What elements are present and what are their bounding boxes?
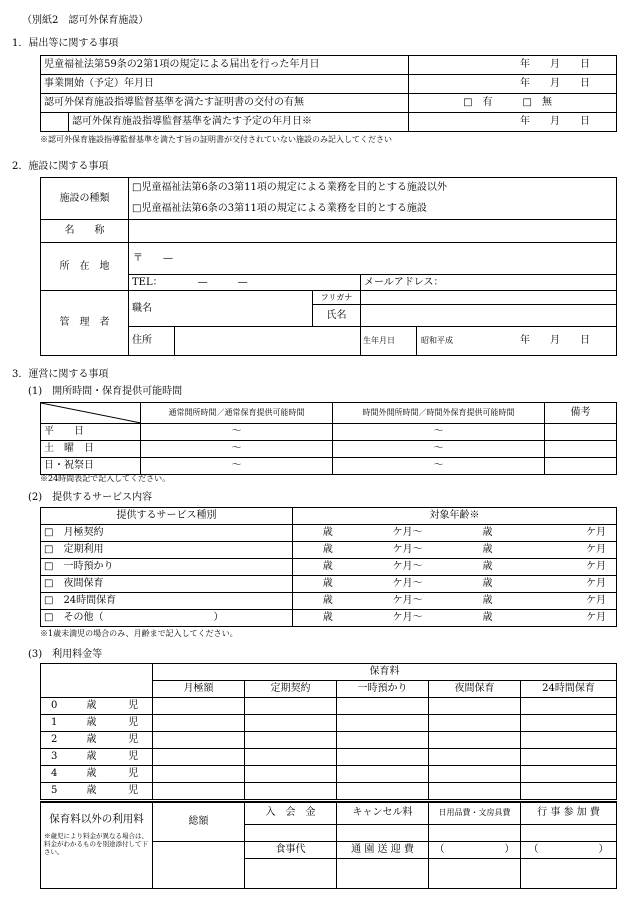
age-suffix: 児 — [115, 732, 153, 749]
service-age-to-months[interactable]: ケ月 — [523, 559, 617, 576]
total-field[interactable] — [153, 841, 245, 888]
age-unit: 歳 — [69, 715, 115, 732]
s2-email[interactable]: メールアドレス： — [361, 275, 617, 291]
other-fee-label: 保育料以外の利用料 — [49, 813, 144, 825]
fee-cell[interactable] — [429, 766, 521, 783]
age-number: 3 — [41, 749, 69, 766]
age-suffix: 児 — [115, 783, 153, 800]
s1-value-0[interactable]: 年 月 日 — [409, 56, 617, 75]
hours-h3: 備考 — [545, 403, 617, 424]
fee-cell[interactable] — [429, 732, 521, 749]
service-age-to-months[interactable]: ケ月 — [523, 610, 617, 627]
hours-r0-c1[interactable]: 〜 — [141, 424, 333, 441]
paren-field-1[interactable]: （ ） — [429, 841, 521, 858]
service-age-to-months[interactable]: ケ月 — [523, 593, 617, 610]
fee-cell[interactable] — [245, 698, 337, 715]
age-unit: 歳 — [69, 783, 115, 800]
fee-cell[interactable] — [245, 732, 337, 749]
s1-table — [40, 55, 617, 132]
service-age-from-years[interactable]: 歳 — [293, 576, 363, 593]
s1-label-2: 認可外保育施設指導監督基準を満たす証明書の交付の有無 — [41, 94, 409, 113]
s1-value-2[interactable]: □ 有 □ 無 — [409, 94, 617, 113]
service-row-label[interactable]: □ その他（ ） — [41, 610, 293, 627]
s2-postal[interactable]: 〒 — — [129, 243, 617, 275]
hours-h1: 通常開所時間／通常保育提供可能時間 — [141, 403, 333, 424]
s2-name2-label: 氏名 — [313, 305, 361, 327]
service-age-from-years[interactable]: 歳 — [293, 593, 363, 610]
service-age-from-months[interactable]: ケ月〜 — [363, 525, 453, 542]
age-unit: 歳 — [69, 698, 115, 715]
service-row-label[interactable]: □ 夜間保育 — [41, 576, 293, 593]
total-label: 総額 — [153, 802, 245, 841]
paren-field-2[interactable]: （ ） — [521, 841, 617, 858]
s2-addr-label: 所 在 地 — [41, 243, 129, 291]
s3-sub3-title: (3) 利用料金等 — [28, 649, 103, 660]
hours-r2-c1[interactable]: 〜 — [141, 458, 333, 475]
section2-title: 2．施設に関する事項 — [12, 161, 109, 172]
s1-label-3: 認可外保育施設指導監督基準を満たす予定の年月日※ — [69, 113, 409, 132]
s3-sub1-title: (1) 開所時間・保育提供可能時間 — [28, 386, 183, 397]
fee-head: 保育料 — [153, 664, 617, 681]
s2-furigana-field[interactable] — [361, 291, 617, 305]
fee-cell[interactable] — [153, 749, 245, 766]
bus-field[interactable] — [337, 858, 429, 888]
hours-r1-c2[interactable]: 〜 — [333, 441, 545, 458]
cancel-field[interactable] — [337, 824, 429, 841]
service-note: ※1歳未満児の場合のみ、月齢まで記入してください。 — [40, 629, 238, 638]
service-age-to-years[interactable]: 歳 — [453, 593, 523, 610]
s2-table — [40, 177, 617, 356]
meal-label: 食事代 — [245, 841, 337, 858]
fee-cell[interactable] — [521, 715, 617, 732]
fee-cell[interactable] — [337, 749, 429, 766]
service-h2: 対象年齢※ — [293, 508, 617, 525]
s2-tel[interactable]: TEL： — — — [129, 275, 361, 291]
s2-type-label: 施設の種類 — [41, 178, 129, 220]
age-number: 5 — [41, 783, 69, 800]
service-h1: 提供するサービス種別 — [41, 508, 293, 525]
service-age-to-months[interactable]: ケ月 — [523, 542, 617, 559]
fee-cell[interactable] — [521, 732, 617, 749]
fee-corner — [41, 664, 153, 698]
fee-table — [40, 663, 617, 800]
hours-r1-c1[interactable]: 〜 — [141, 441, 333, 458]
age-number: 2 — [41, 732, 69, 749]
age-suffix: 児 — [115, 766, 153, 783]
fee-cell[interactable] — [521, 783, 617, 800]
hours-r0-c3[interactable] — [545, 424, 617, 441]
service-age-from-years[interactable]: 歳 — [293, 542, 363, 559]
section3-title: 3．運営に関する事項 — [12, 369, 109, 380]
s2-birth-label: 生年月日 — [361, 327, 417, 356]
s2-home-field[interactable] — [175, 327, 361, 356]
enrol-label: 入 会 金 — [245, 802, 337, 824]
fee-col-0: 月極額 — [153, 681, 245, 698]
service-row-label[interactable]: □ 一時預かり — [41, 559, 293, 576]
age-suffix: 児 — [115, 698, 153, 715]
hours-r2-c3[interactable] — [545, 458, 617, 475]
fee-cell[interactable] — [429, 783, 521, 800]
age-unit: 歳 — [69, 766, 115, 783]
s2-name-label: 名 称 — [41, 220, 129, 243]
hours-h2: 時間外開所時間／時間外保育提供可能時間 — [333, 403, 545, 424]
s2-name2-field[interactable] — [361, 305, 617, 327]
fee-cell[interactable] — [429, 749, 521, 766]
event-label: 行 事 参 加 費 — [521, 802, 617, 824]
s1-label-0: 児童福祉法第59条の2第1項の規定による届出を行った年月日 — [41, 56, 409, 75]
service-age-to-months[interactable]: ケ月 — [523, 576, 617, 593]
hours-r0-c2[interactable]: 〜 — [333, 424, 545, 441]
age-number: 1 — [41, 715, 69, 732]
service-row-label[interactable]: □ 24時間保育 — [41, 593, 293, 610]
service-age-from-years[interactable]: 歳 — [293, 610, 363, 627]
doc-header: （別紙2 認可外保育施設） — [22, 15, 149, 26]
fee-cell[interactable] — [153, 732, 245, 749]
service-age-from-months[interactable]: ケ月〜 — [363, 542, 453, 559]
fee-cell[interactable] — [245, 766, 337, 783]
service-row-label[interactable]: □ 定期利用 — [41, 542, 293, 559]
hours-row-1: 土 曜 日 — [41, 441, 141, 458]
s2-birth-date[interactable]: 年 月 日 — [520, 335, 591, 346]
service-age-to-years[interactable]: 歳 — [453, 542, 523, 559]
fee-col-3: 夜間保育 — [429, 681, 521, 698]
s2-home-label: 住所 — [129, 327, 175, 356]
service-age-to-years[interactable]: 歳 — [453, 576, 523, 593]
event2-field[interactable] — [521, 858, 617, 888]
fee-cell[interactable] — [245, 715, 337, 732]
goods2-field[interactable] — [429, 858, 521, 888]
service-row-label[interactable]: □ 月極契約 — [41, 525, 293, 542]
age-number: 0 — [41, 698, 69, 715]
fee-col-1: 定期契約 — [245, 681, 337, 698]
service-age-to-months[interactable]: ケ月 — [523, 525, 617, 542]
service-age-from-months[interactable]: ケ月〜 — [363, 576, 453, 593]
fee-cell[interactable] — [337, 732, 429, 749]
other-fee-table — [40, 801, 617, 889]
service-age-to-years[interactable]: 歳 — [453, 525, 523, 542]
s2-era[interactable]: 昭和平成 — [421, 336, 453, 346]
s2-job-label: 職名 — [129, 291, 175, 327]
service-age-from-years[interactable]: 歳 — [293, 525, 363, 542]
fee-cell[interactable] — [429, 715, 521, 732]
event-field[interactable] — [521, 824, 617, 841]
s1-label-1: 事業開始（予定）年月日 — [41, 75, 409, 94]
enrol-field[interactable] — [245, 824, 337, 841]
meal-field[interactable] — [245, 858, 337, 888]
other-fee-note: ※歳児により料金が異なる場合は、料金がわかるものを別途添付して下さい。 — [44, 832, 148, 857]
service-age-from-months[interactable]: ケ月〜 — [363, 559, 453, 576]
fee-cell[interactable] — [521, 766, 617, 783]
fee-cell[interactable] — [521, 749, 617, 766]
age-number: 4 — [41, 766, 69, 783]
hours-r2-c2[interactable]: 〜 — [333, 458, 545, 475]
fee-cell[interactable] — [337, 766, 429, 783]
service-age-to-years[interactable]: 歳 — [453, 559, 523, 576]
age-suffix: 児 — [115, 715, 153, 732]
fee-col-2: 一時預かり — [337, 681, 429, 698]
fee-cell[interactable] — [153, 698, 245, 715]
fee-cell[interactable] — [153, 766, 245, 783]
service-age-from-years[interactable]: 歳 — [293, 559, 363, 576]
hours-table — [40, 402, 617, 475]
goods-field[interactable] — [429, 824, 521, 841]
cancel-label: キャンセル料 — [337, 802, 429, 824]
section1-title: 1．届出等に関する事項 — [12, 38, 119, 49]
goods-label: 日用品費・文房具費 — [429, 802, 521, 824]
hours-corner — [41, 403, 141, 424]
fee-cell[interactable] — [153, 783, 245, 800]
fee-cell[interactable] — [337, 698, 429, 715]
diagonal-line — [41, 403, 141, 423]
age-unit: 歳 — [69, 749, 115, 766]
service-table — [40, 507, 617, 627]
s1-note: ※認可外保育施設指導監督基準を満たす旨の証明書が交付されていない施設のみ記入してください — [40, 135, 392, 144]
fee-cell[interactable] — [429, 698, 521, 715]
s2-type-opt2[interactable]: □児童福祉法第6条の3第11項の規定による業務を目的とする施設 — [129, 199, 617, 220]
s2-type-opt1[interactable]: □児童福祉法第6条の3第11項の規定による業務を目的とする施設以外 — [129, 178, 617, 199]
age-unit: 歳 — [69, 732, 115, 749]
hours-row-2: 日・祝祭日 — [41, 458, 141, 475]
s1-value-1[interactable]: 年 月 日 — [409, 75, 617, 94]
hours-note: ※24時間表記で記入してください。 — [40, 474, 171, 483]
service-age-to-years[interactable]: 歳 — [453, 610, 523, 627]
s2-furigana-label: フリガナ — [313, 291, 361, 305]
fee-cell[interactable] — [521, 698, 617, 715]
fee-col-4: 24時間保育 — [521, 681, 617, 698]
age-suffix: 児 — [115, 749, 153, 766]
fee-cell[interactable] — [337, 783, 429, 800]
s2-mgr-label: 管 理 者 — [41, 291, 129, 356]
fee-cell[interactable] — [245, 749, 337, 766]
hours-r1-c3[interactable] — [545, 441, 617, 458]
s2-name-field[interactable] — [129, 220, 617, 243]
fee-cell[interactable] — [245, 783, 337, 800]
hours-row-0: 平 日 — [41, 424, 141, 441]
s3-sub2-title: (2) 提供するサービス内容 — [28, 492, 153, 503]
service-age-from-months[interactable]: ケ月〜 — [363, 593, 453, 610]
s1-value-3[interactable]: 年 月 日 — [409, 113, 617, 132]
fee-cell[interactable] — [153, 715, 245, 732]
service-age-from-months[interactable]: ケ月〜 — [363, 610, 453, 627]
fee-cell[interactable] — [337, 715, 429, 732]
bus-label: 通 園 送 迎 費 — [337, 841, 429, 858]
